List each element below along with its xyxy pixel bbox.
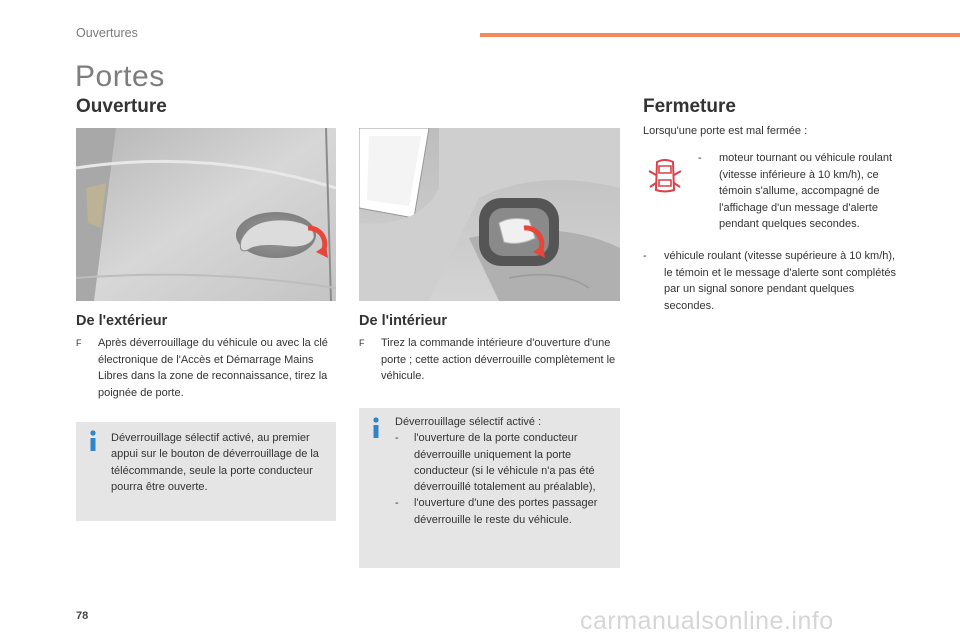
dash-marker: - [643,250,647,262]
dash-marker: - [395,432,399,445]
header-accent-bar [480,33,960,37]
door-open-warning-icon [648,158,682,194]
bullet-marker: F [76,338,82,348]
exterior-info-box [76,422,336,521]
list-item [395,495,610,528]
fermeture-item-2-text: véhicule roulant (vitesse supérieure à 10 km/h), le témoin et le message d'alerte sont complétés par un signal sonore pendant quelques secondes. [664,250,896,312]
list-item [395,430,610,495]
watermark: carmanualsonline.info [580,607,834,635]
exterior-instruction [76,335,338,401]
page-number: 78 [76,610,89,622]
interior-door-handle-image [359,128,620,301]
exterior-door-handle-image [76,128,336,301]
interior-info-item-2: l'ouverture d'une des portes passager déverrouille le reste du véhicule. [414,497,598,526]
interior-instruction-text: Tirez la commande intérieure d'ouverture d'une porte ; cette action déverrouille complètement le véhicule. [381,337,616,382]
exterior-info-text: Déverrouillage sélectif activé, au premier appui sur le bouton de déverrouillage de la télécommande, seule la porte conducteur pourra être ouverte. [111,432,319,493]
heading-de-l-exterieur: De l'extérieur [76,313,168,329]
dash-marker: - [395,497,399,510]
interior-instruction [359,335,619,385]
fermeture-lead: Lorsqu'une porte est mal fermée : [643,125,808,137]
page-title: Portes [75,60,165,93]
info-icon [369,417,383,439]
fermeture-item-1 [698,150,898,233]
fermeture-item-2 [643,248,903,314]
dash-marker: - [698,152,702,164]
section-label: Ouvertures [76,26,138,40]
interior-info-intro: Déverrouillage sélectif activé : [395,416,542,428]
bullet-marker: F [359,338,365,348]
interior-info-item-1: l'ouverture de la porte conducteur déverrouille uniquement la porte conducteur (si le véhicule n'a pas été déverrouillé totalement au préalable), [414,432,596,494]
fermeture-item-1-text: moteur tournant ou véhicule roulant (vitesse inférieure à 10 km/h), ce témoin s'allume, accompagné de l'affichage d'un message d'alerte pendant quelques secondes. [719,152,893,230]
exterior-instruction-text: Après déverrouillage du véhicule ou avec la clé électronique de l'Accès et Démarrage Mains Libres dans la zone de reconnaissance, tirez la poignée de porte. [98,337,328,399]
info-icon [86,430,100,452]
interior-info-box [359,408,620,568]
heading-ouverture: Ouverture [76,96,167,117]
heading-fermeture: Fermeture [643,96,736,117]
heading-de-l-interieur: De l'intérieur [359,313,448,329]
